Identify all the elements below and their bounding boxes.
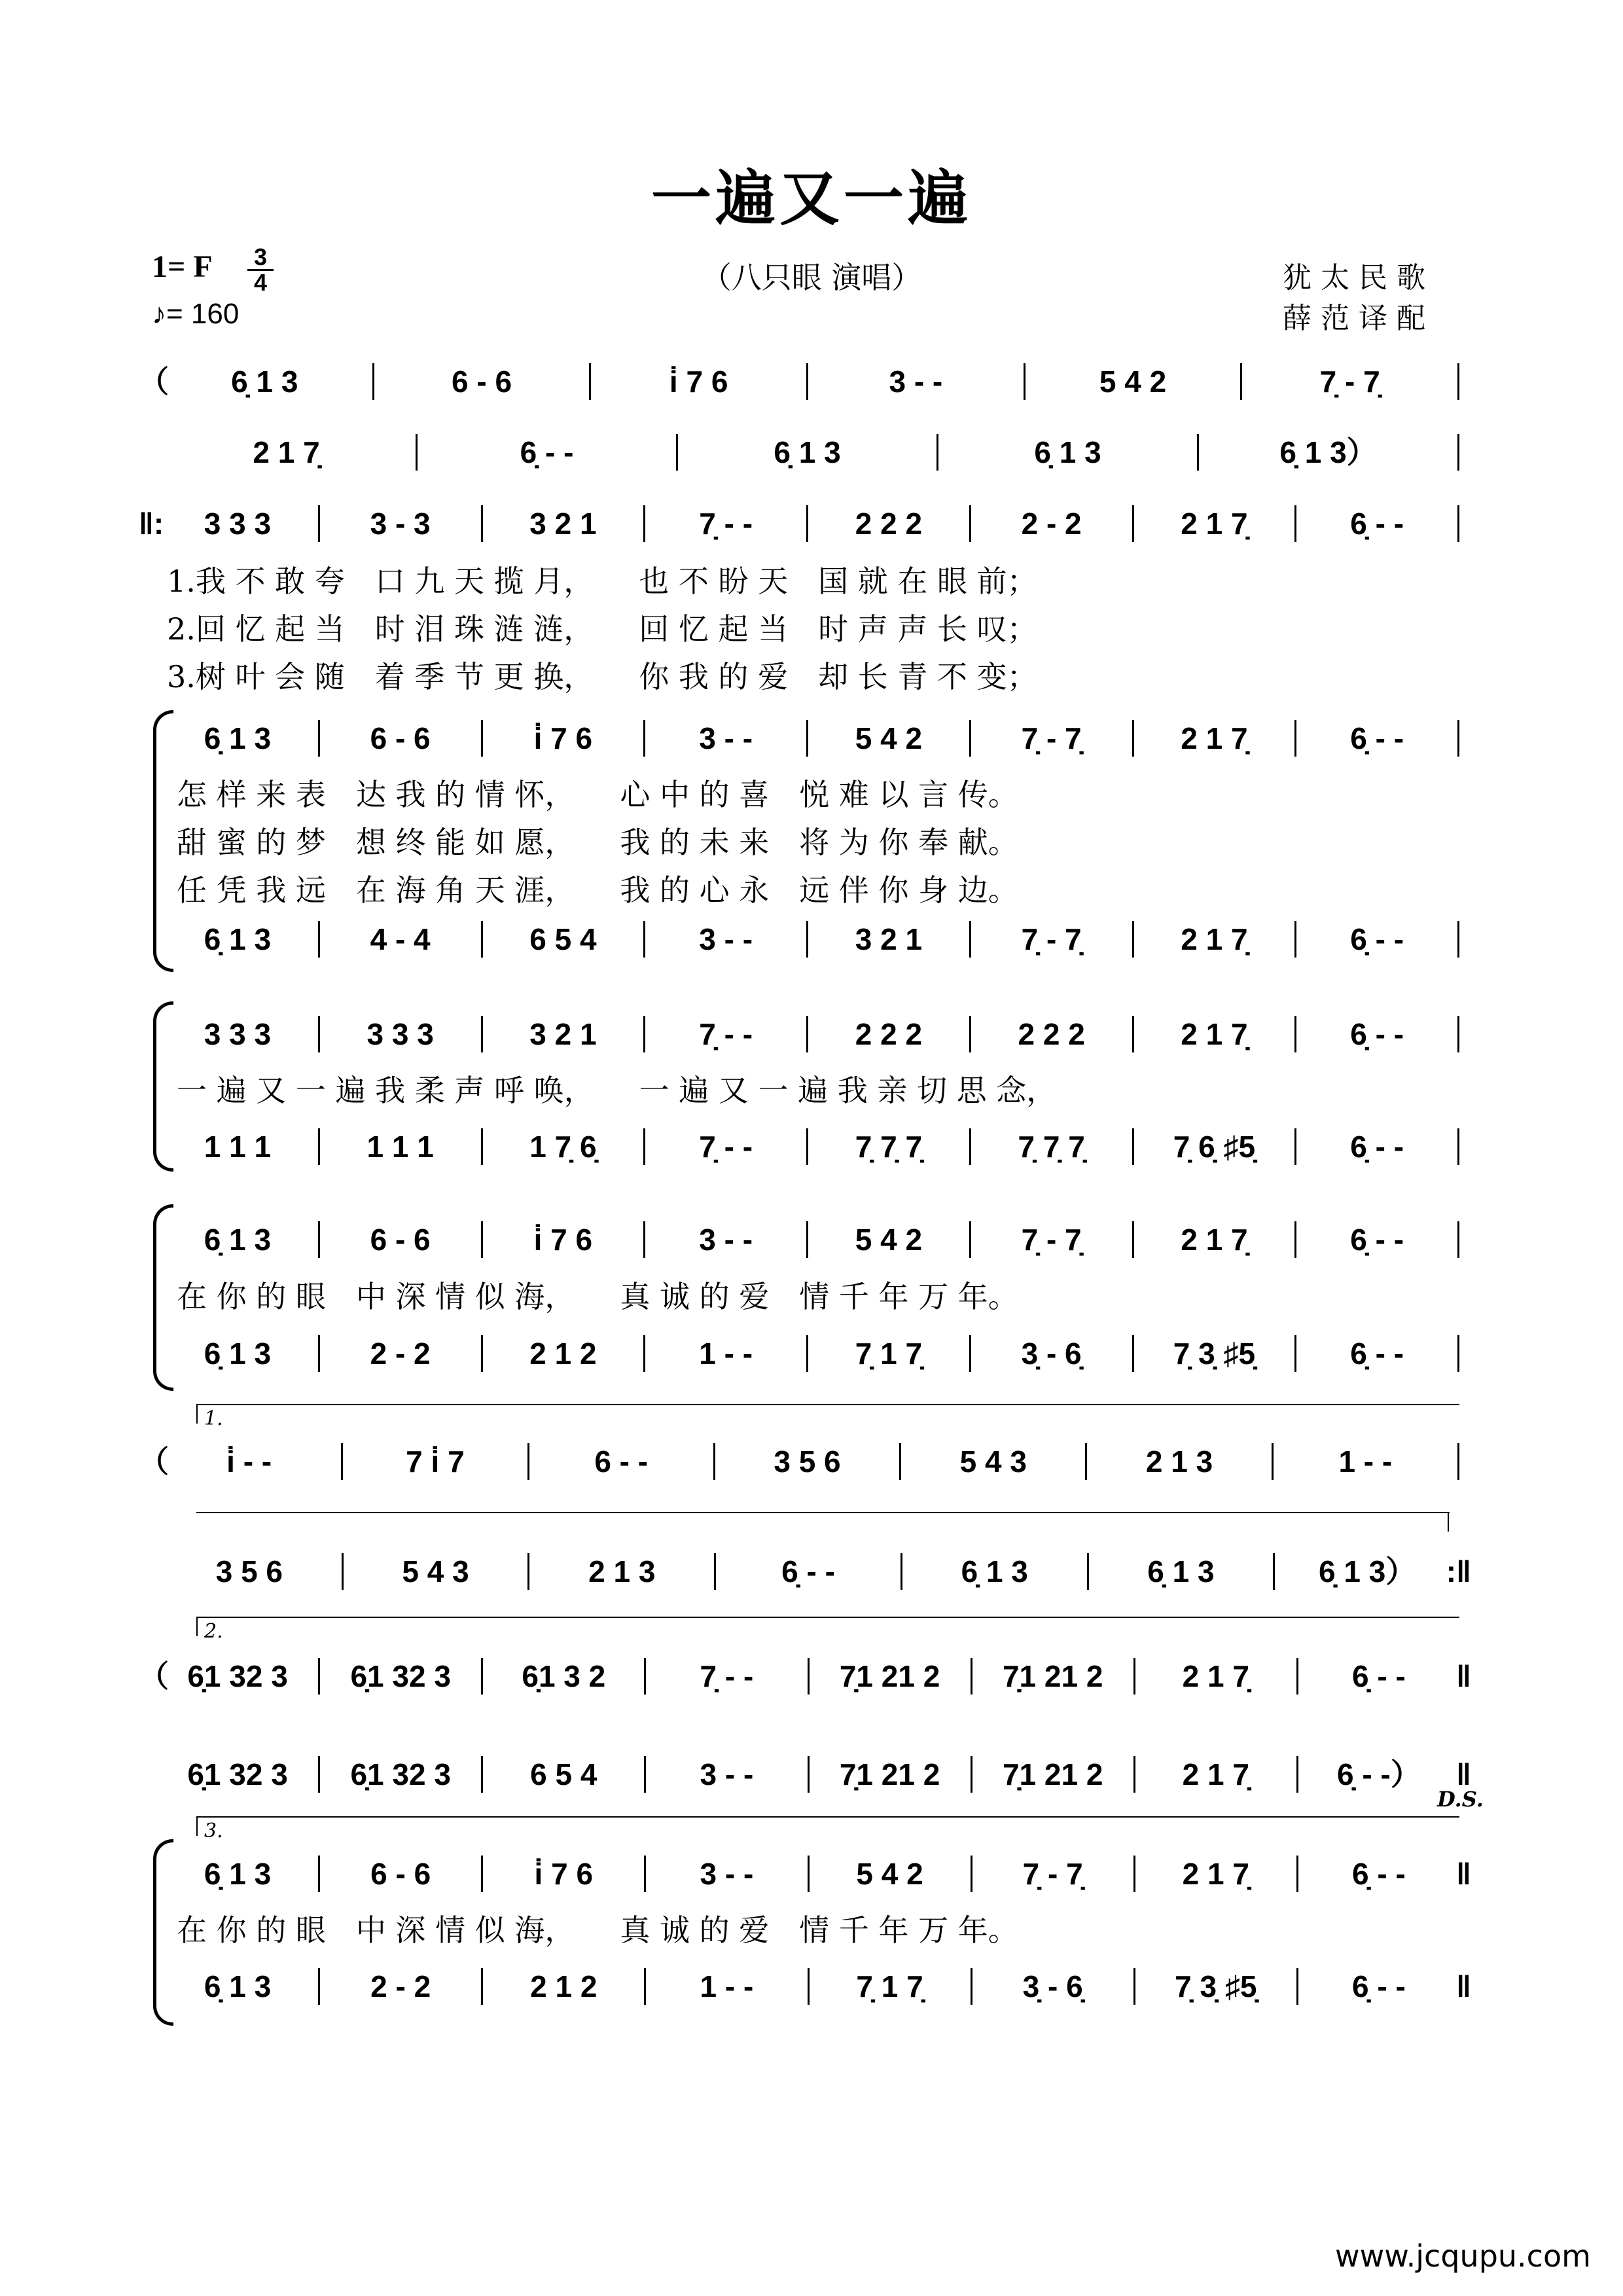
arranger-credit: 薛范译配 — [1283, 302, 1435, 335]
lyric-line: 怎 样 来 表 达 我 的 情 怀， 心 中 的 喜 悦 难 以 言 传。 — [177, 777, 1018, 812]
measure: 2 1 7̣ — [1135, 1658, 1298, 1695]
measure: 6 5 4 — [483, 1756, 646, 1793]
measure: 5 4 2 — [808, 1221, 971, 1258]
measure: 6̣ - - — [1296, 1335, 1459, 1372]
notation-row — [157, 1553, 1471, 1590]
measure: 6̣ - - — [1352, 1969, 1406, 2003]
measure: i̇ 7 6 — [483, 720, 646, 757]
notation-row — [157, 720, 1459, 757]
measure: 7̣1 21 2 — [810, 1658, 972, 1695]
volta-1-label: 1. — [204, 1407, 223, 1430]
measure: 7̣ 3̣ ♯5̣ — [1135, 1968, 1298, 2005]
measure: 3 - - — [645, 921, 808, 958]
measure: 1 1 1 — [157, 1128, 320, 1165]
volta-line — [196, 1617, 1459, 1618]
notation-row — [157, 434, 1459, 471]
volta-hook — [196, 1816, 198, 1836]
measure: 3 3 3 — [320, 1016, 483, 1052]
volta-hook — [1448, 1512, 1449, 1532]
measure: 6̣1 32 3 — [320, 1756, 483, 1793]
notation-row — [157, 1128, 1459, 1165]
volta-line — [196, 1512, 1450, 1513]
measure: 6̣1 3 2 — [483, 1658, 646, 1695]
row-prefix: ‖: — [139, 507, 164, 541]
origin-credit: 犹太民歌 — [1283, 261, 1435, 295]
measure: 6̣ - - — [1352, 1857, 1406, 1891]
measure: 6̣ 1 3 — [157, 363, 374, 400]
measure: 1 7̣ 6̣ — [483, 1128, 646, 1165]
measure: 2 1 3 — [529, 1553, 716, 1590]
measure: 7̣ - - — [646, 1658, 809, 1695]
measure: 6̣ - -） — [1337, 1757, 1421, 1791]
lyric-line: 一 遍 又 一 遍 我 柔 声 呼 唤， 一 遍 又 一 遍 我 亲 切 思 念， — [177, 1073, 1057, 1108]
measure: 5 4 2 — [810, 1856, 972, 1892]
measure: 6̣ 1 3 — [938, 434, 1199, 471]
measure: i̇ 7 6 — [591, 363, 808, 400]
lyric-line: 2.回 忆 起 当 时 泪 珠 涟 涟， 回 忆 起 当 时 声 声 长 叹； — [167, 611, 1037, 647]
measure: 2 1 7̣ — [1134, 720, 1297, 757]
notation-row — [157, 1335, 1459, 1372]
measure: 2 1 7̣ — [1135, 1756, 1298, 1793]
measure: 6̣ - - — [1296, 1016, 1459, 1052]
row-prefix: （ — [139, 365, 169, 399]
lyric-line: 3.树 叶 会 随 着 季 节 更 换， 你 我 的 爱 却 长 青 不 变； — [167, 659, 1037, 694]
measure: 6̣ - - — [1296, 1128, 1459, 1165]
measure: 3 2 1 — [483, 505, 646, 542]
measure: 7̣ 7̣ 7̣ — [808, 1128, 971, 1165]
volta-line — [196, 1404, 1459, 1405]
measure: i̇ 7 6 — [483, 1856, 646, 1892]
measure: 3 - - — [646, 1856, 809, 1892]
notation-row — [157, 1756, 1471, 1793]
measure: 2 1 7̣ — [157, 434, 418, 471]
row-prefix: （ — [139, 1444, 169, 1479]
measure: 5 4 3 — [901, 1443, 1087, 1480]
measure: 2 1 7̣ — [1134, 1016, 1297, 1052]
lyric-line: 在 你 的 眼 中 深 情 似 海， 真 诚 的 爱 情 千 年 万 年。 — [177, 1279, 1018, 1314]
notation-row — [157, 1016, 1459, 1052]
measure: 2 1 7̣ — [1134, 921, 1297, 958]
measure: 6 - 6 — [320, 1221, 483, 1258]
measure: 6̣ - - — [1296, 921, 1459, 958]
measure: 6 5 4 — [483, 921, 646, 958]
row-suffix: ‖ — [1456, 1659, 1471, 1693]
measure: 6 - - — [529, 1443, 715, 1480]
measure: 2 - 2 — [320, 1968, 483, 2005]
row-suffix: ‖ — [1456, 1969, 1471, 2003]
measure: 6̣ 1 3） — [1319, 1554, 1416, 1588]
measure: 6̣1 32 3 — [320, 1658, 483, 1695]
notation-row — [157, 921, 1459, 958]
lyric-line: 甜 蜜 的 梦 想 终 能 如 愿， 我 的 未 来 将 为 你 奉 献。 — [177, 825, 1018, 860]
measure: 7̣ 7̣ 7̣ — [971, 1128, 1134, 1165]
measure: 6̣ - - — [1352, 1659, 1406, 1693]
tempo-marking: ♪= 160 — [152, 298, 240, 330]
measure: 6̣ - - — [1296, 505, 1459, 542]
lyric-line: 1.我 不 敢 夸 口 九 天 揽 月， 也 不 盼 天 国 就 在 眼 前； — [167, 564, 1037, 599]
measure: 7̣ - - — [645, 1128, 808, 1165]
measure: 7̣1 21 2 — [972, 1756, 1135, 1793]
volta-3-label: 3. — [204, 1820, 223, 1842]
volta-hook — [196, 1617, 198, 1636]
measure: 6̣ 1 3 — [678, 434, 938, 471]
measure: 6̣ 1 3 — [157, 1856, 320, 1892]
measure: 5 4 2 — [808, 720, 971, 757]
song-title: 一遍又一遍 — [651, 163, 972, 234]
measure: 3̣ - 6̣ — [972, 1968, 1135, 2005]
measure: 1 - - — [645, 1335, 808, 1372]
measure: 2 1 7̣ — [1134, 1221, 1297, 1258]
measure: 7̣ - - — [645, 1016, 808, 1052]
notation-row — [139, 505, 1459, 542]
measure: 7̣ 1 7̣ — [810, 1968, 972, 2005]
measure: 6 - 6 — [374, 363, 592, 400]
volta-hook — [196, 1404, 198, 1424]
lyric-line: 在 你 的 眼 中 深 情 似 海， 真 诚 的 爱 情 千 年 万 年。 — [177, 1912, 1018, 1948]
measure: 7̣ - 7̣ — [971, 720, 1134, 757]
measure: 6̣ - - — [1296, 720, 1459, 757]
notation-row — [157, 1221, 1459, 1258]
measure: 7̣ 6̣ ♯5̣ — [1134, 1128, 1297, 1165]
row-suffix: ‖ — [1456, 1757, 1471, 1791]
site-watermark: www.jcqupu.com — [1335, 2238, 1591, 2274]
measure: i̇ 7 6 — [483, 1221, 646, 1258]
time-numerator: 3 — [253, 243, 268, 270]
notation-row — [139, 1658, 1471, 1695]
measure: 6̣ 1 3 — [157, 720, 320, 757]
measure: 6̣ - - — [1296, 1221, 1459, 1258]
measure: 6̣ 1 3 — [157, 1968, 320, 2005]
measure: 3 5 6 — [157, 1553, 344, 1590]
measure: 6 - 6 — [320, 1856, 483, 1892]
measure: 2 2 2 — [808, 505, 971, 542]
measure: 1 - - — [646, 1968, 809, 2005]
row-suffix: ‖ — [1456, 1857, 1471, 1891]
ds-mark: D.S. — [1437, 1787, 1484, 1812]
row-suffix: :‖ — [1446, 1554, 1471, 1588]
measure: 2 1 2 — [483, 1968, 646, 2005]
measure: 3 - 3 — [320, 505, 483, 542]
measure: 6̣ - - — [716, 1553, 902, 1590]
measure: 4 - 4 — [320, 921, 483, 958]
measure: 3 - - — [645, 720, 808, 757]
measure: 6 - 6 — [320, 720, 483, 757]
measure: i̇ - - — [157, 1443, 343, 1480]
volta-2-label: 2. — [204, 1620, 223, 1643]
row-prefix: （ — [139, 1659, 169, 1693]
measure: 1 - - — [1274, 1443, 1459, 1480]
measure: 3 - - — [646, 1756, 809, 1793]
measure: 7̣ 1 7̣ — [808, 1335, 971, 1372]
measure: 2 1 7̣ — [1134, 505, 1297, 542]
measure: 6̣ 1 3 — [1089, 1553, 1275, 1590]
measure: 3 5 6 — [715, 1443, 901, 1480]
measure: 3̣ - 6̣ — [971, 1335, 1134, 1372]
measure: 5 4 2 — [1026, 363, 1243, 400]
time-denominator: 4 — [253, 269, 268, 296]
performer-credit: （八只眼 演唱） — [701, 260, 922, 295]
measure: 6̣ 1 3 — [157, 1335, 320, 1372]
measure: 2 - 2 — [320, 1335, 483, 1372]
measure: 7̣ - 7̣ — [971, 921, 1134, 958]
notation-row — [139, 363, 1459, 400]
measure: 2 2 2 — [808, 1016, 971, 1052]
measure: 3 3 3 — [157, 1016, 320, 1052]
notation-row — [157, 1856, 1471, 1892]
measure: 3 2 1 — [483, 1016, 646, 1052]
measure: 7 i̇ 7 — [343, 1443, 529, 1480]
measure: 6̣ 1 3 — [157, 1221, 320, 1258]
measure: 6̣ - - — [418, 434, 678, 471]
measure: 6̣ 1 3） — [1199, 434, 1459, 471]
measure: 6̣ 1 3 — [157, 921, 320, 958]
measure: 2 1 2 — [483, 1335, 646, 1372]
measure: 7̣ - 7̣ — [972, 1856, 1135, 1892]
measure: 6̣1 32 3 — [157, 1658, 320, 1695]
measure: 7̣1 21 2 — [972, 1658, 1135, 1695]
measure: 6̣ 1 3 — [902, 1553, 1089, 1590]
measure: 2 1 3 — [1087, 1443, 1273, 1480]
measure: 6̣1 32 3 — [157, 1756, 320, 1793]
measure: 7̣ - - — [645, 505, 808, 542]
volta-line — [196, 1816, 1459, 1818]
measure: 7̣ 3̣ ♯5̣ — [1134, 1335, 1297, 1372]
measure: 3 3 3 — [157, 505, 320, 542]
measure: 1 1 1 — [320, 1128, 483, 1165]
measure: 3 - - — [808, 363, 1026, 400]
measure: 7̣ - 7̣ — [971, 1221, 1134, 1258]
measure: 2 - 2 — [971, 505, 1134, 542]
measure: 5 4 3 — [344, 1553, 530, 1590]
lyric-line: 任 凭 我 远 在 海 角 天 涯， 我 的 心 永 远 伴 你 身 边。 — [177, 872, 1018, 908]
measure: 2 2 2 — [971, 1016, 1134, 1052]
measure: 2 1 7̣ — [1135, 1856, 1298, 1892]
key-signature: 1= F — [152, 249, 213, 284]
measure: 7̣ - 7̣ — [1242, 363, 1459, 400]
notation-row — [157, 1968, 1471, 2005]
measure: 3 2 1 — [808, 921, 971, 958]
notation-row — [139, 1443, 1459, 1480]
measure: 3 - - — [645, 1221, 808, 1258]
measure: 7̣1 21 2 — [810, 1756, 972, 1793]
